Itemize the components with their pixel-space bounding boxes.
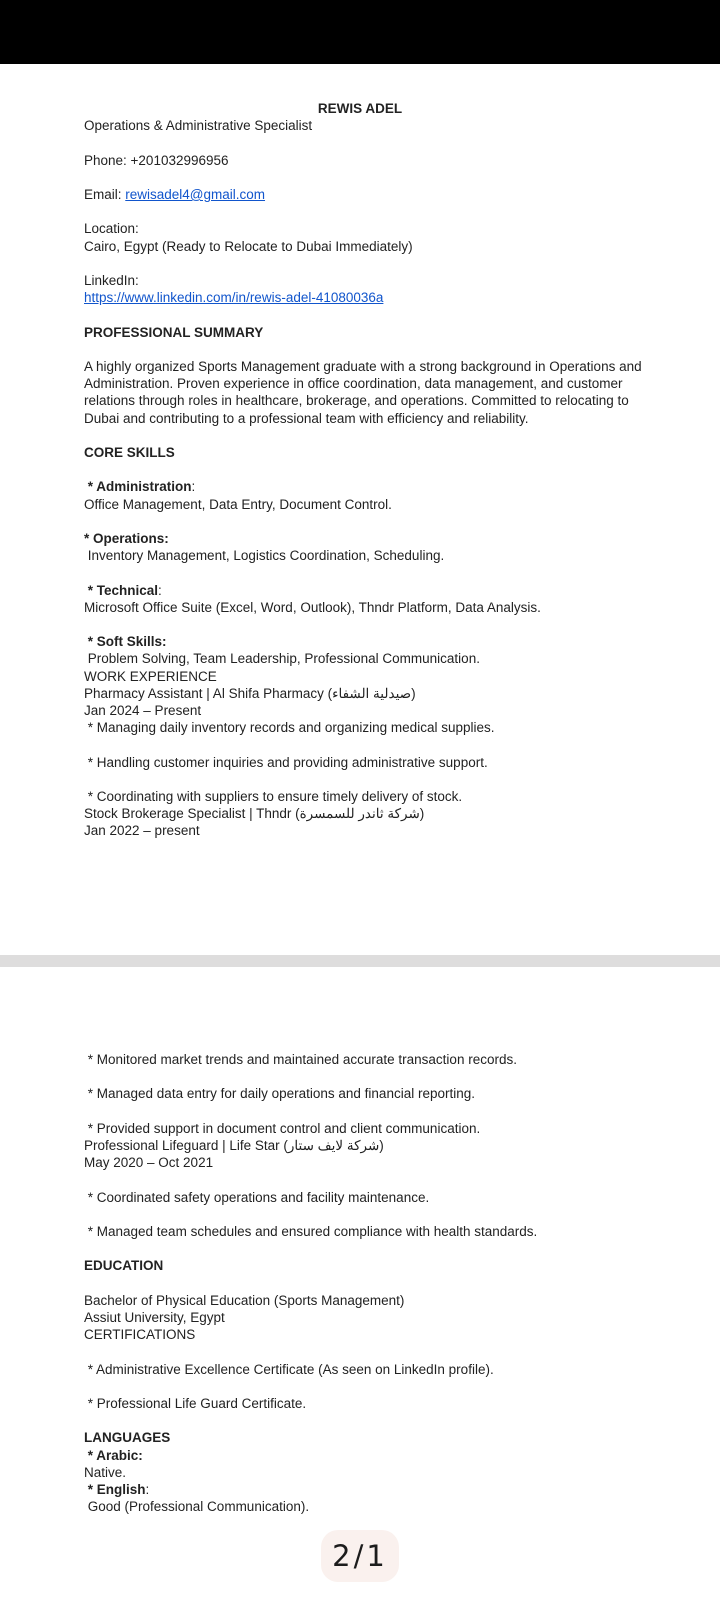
status-bar	[0, 0, 720, 64]
text-run: * Managed data entry for daily operations and financial reporting.	[84, 1086, 475, 1102]
text-line	[84, 255, 636, 272]
text-run: Operations & Administrative Specialist	[84, 118, 313, 134]
text-run: REWIS ADEL	[317, 101, 403, 116]
text-run: Email:	[84, 186, 126, 202]
text-line	[84, 564, 636, 581]
page-indicator-text: 2/1	[332, 1539, 388, 1574]
text-line	[84, 547, 636, 564]
text-line	[84, 719, 636, 736]
text-run: * Operations:	[84, 530, 169, 546]
resume-title	[84, 117, 636, 134]
text-run: May 2020 – Oct 2021	[84, 1155, 214, 1171]
text-run: * Coordinated safety operations and facility maintenance.	[84, 1189, 430, 1205]
text-line	[84, 1120, 636, 1137]
skill-technical-label	[84, 582, 636, 599]
section-heading-core-skills	[84, 444, 636, 461]
location-value	[84, 238, 636, 255]
job-dates-lifestar	[84, 1154, 636, 1171]
language-arabic-label	[84, 1447, 636, 1464]
text-run: * Coordinating with suppliers to ensure timely delivery of stock.	[84, 788, 463, 804]
language-english-label	[84, 1481, 636, 1498]
text-line	[84, 771, 636, 788]
linkedin-link[interactable]: https://www.linkedin.com/in/rewis-adel-41080036a	[84, 290, 384, 306]
text-run: Cairo, Egypt (Ready to Relocate to Dubai Immediately)	[84, 238, 413, 254]
text-line	[84, 1361, 636, 1378]
skill-operations-label	[84, 530, 636, 547]
text-line	[84, 341, 636, 358]
text-run: Jan 2022 – present	[84, 823, 200, 839]
text-line	[84, 1223, 636, 1240]
text-line	[84, 203, 636, 220]
location-label	[84, 220, 636, 237]
text-line	[84, 1343, 636, 1360]
text-run: * English	[84, 1481, 146, 1497]
text-line	[84, 1292, 636, 1309]
text-line	[84, 1085, 636, 1102]
text-line	[84, 650, 636, 667]
text-line	[84, 1103, 636, 1120]
section-heading-professional-summary	[84, 324, 636, 341]
section-heading-certifications	[84, 1326, 636, 1343]
text-run: Phone: +201032996956	[84, 152, 229, 168]
job-title-lifestar	[84, 1137, 636, 1154]
linkedin-label	[84, 272, 636, 289]
text-run: PROFESSIONAL SUMMARY	[84, 324, 264, 340]
text-line	[84, 599, 636, 616]
text-run: EDUCATION	[84, 1258, 164, 1274]
text-run: LinkedIn:	[84, 272, 139, 288]
text-run: Good (Professional Communication).	[84, 1499, 310, 1515]
text-line	[84, 1171, 636, 1188]
text-line	[84, 1464, 636, 1481]
text-run: Bachelor of Physical Education (Sports Management)	[84, 1292, 405, 1308]
text-run: * Technical	[84, 582, 159, 598]
text-line	[84, 754, 636, 771]
text-run: * Administrative Excellence Certificate (As seen on LinkedIn profile).	[84, 1361, 494, 1377]
text-run: WORK EXPERIENCE	[84, 668, 217, 684]
text-run: CORE SKILLS	[84, 444, 175, 460]
section-heading-work-experience	[84, 668, 636, 685]
page-1-lines	[84, 100, 642, 840]
text-line	[84, 513, 636, 530]
text-run: Dubai and contributing to a professional team with efficiency and reliability.	[84, 410, 529, 426]
text-line	[84, 736, 636, 753]
page-2-lines	[84, 1051, 636, 1515]
text-line	[84, 392, 636, 409]
resume-name	[84, 100, 636, 117]
text-line	[84, 788, 636, 805]
text-run: LANGUAGES	[84, 1430, 171, 1446]
text-run: relations through roles in healthcare, brokerage, and operations. Committed to relocating to	[84, 393, 629, 409]
text-run: Native.	[84, 1464, 127, 1480]
text-run: * Handling customer inquiries and providing administrative support.	[84, 754, 488, 770]
section-heading-education	[84, 1257, 636, 1274]
email-link[interactable]: rewisadel4@gmail.com	[125, 186, 266, 202]
text-run: * Administration	[84, 479, 192, 495]
text-run: Inventory Management, Logistics Coordination, Scheduling.	[84, 548, 445, 564]
text-run: :	[145, 1481, 150, 1497]
text-line	[84, 1068, 636, 1085]
text-run: :	[158, 582, 162, 598]
text-line	[84, 375, 636, 392]
page-indicator-badge	[321, 1530, 399, 1582]
email-line	[84, 186, 636, 203]
text-line	[84, 1395, 636, 1412]
text-line	[84, 1378, 636, 1395]
text-line	[84, 427, 636, 444]
text-line	[84, 358, 642, 375]
text-run: * Managing daily inventory records and organizing medical supplies.	[84, 720, 495, 736]
text-line	[84, 1240, 636, 1257]
job-title-thndr	[84, 805, 636, 822]
job-dates-pharmacy	[84, 702, 636, 719]
text-run: * Managed team schedules and ensured compliance with health standards.	[84, 1223, 538, 1239]
skill-administration-label	[84, 478, 636, 495]
text-line	[84, 1275, 636, 1292]
text-line	[84, 1206, 636, 1223]
text-run: Location:	[84, 221, 139, 237]
text-run: Office Management, Data Entry, Document Control.	[84, 496, 392, 512]
resume-page-1	[0, 64, 720, 955]
text-line	[84, 616, 636, 633]
phone-line	[84, 152, 636, 169]
text-run: Microsoft Office Suite (Excel, Word, Outlook), Thndr Platform, Data Analysis.	[84, 599, 541, 615]
text-run: * Provided support in document control and client communication.	[84, 1120, 481, 1136]
page-divider	[0, 955, 720, 967]
text-line	[84, 410, 636, 427]
text-run: Stock Brokerage Specialist | Thndr (شركة ثاندر للسمسرة)	[84, 806, 425, 822]
linkedin-line	[84, 289, 636, 306]
text-run: * Soft Skills:	[84, 634, 167, 650]
text-line	[84, 134, 636, 151]
text-line	[84, 306, 636, 323]
text-run: * Professional Life Guard Certificate.	[84, 1395, 307, 1411]
text-line	[84, 496, 636, 513]
text-line	[84, 1412, 636, 1429]
text-run: * Arabic:	[84, 1447, 143, 1463]
text-run: A highly organized Sports Management graduate with a strong background in Operations and	[84, 358, 642, 374]
text-line	[84, 1189, 636, 1206]
section-heading-languages	[84, 1429, 636, 1446]
text-run: Pharmacy Assistant | Al Shifa Pharmacy (صيدلية الشفاء)	[84, 685, 416, 701]
text-line	[84, 1051, 636, 1068]
text-line	[84, 1498, 636, 1515]
text-line	[84, 1309, 636, 1326]
text-run: Professional Lifeguard | Life Star (شركة لايف ستار)	[84, 1137, 384, 1153]
text-run: Problem Solving, Team Leadership, Professional Communication.	[84, 651, 480, 667]
text-run: * Monitored market trends and maintained accurate transaction records.	[84, 1052, 517, 1067]
text-run: Jan 2024 – Present	[84, 702, 202, 718]
job-dates-thndr	[84, 822, 636, 839]
job-title-pharmacy	[84, 685, 636, 702]
skill-soft-skills-label	[84, 633, 636, 650]
text-run: :	[191, 479, 196, 495]
resume-page-2	[0, 967, 720, 1600]
text-run: Administration. Proven experience in office coordination, data management, and customer	[84, 376, 623, 392]
text-line	[84, 169, 636, 186]
text-run: CERTIFICATIONS	[84, 1327, 196, 1343]
text-run: Assiut University, Egypt	[84, 1309, 225, 1325]
text-line	[84, 461, 636, 478]
